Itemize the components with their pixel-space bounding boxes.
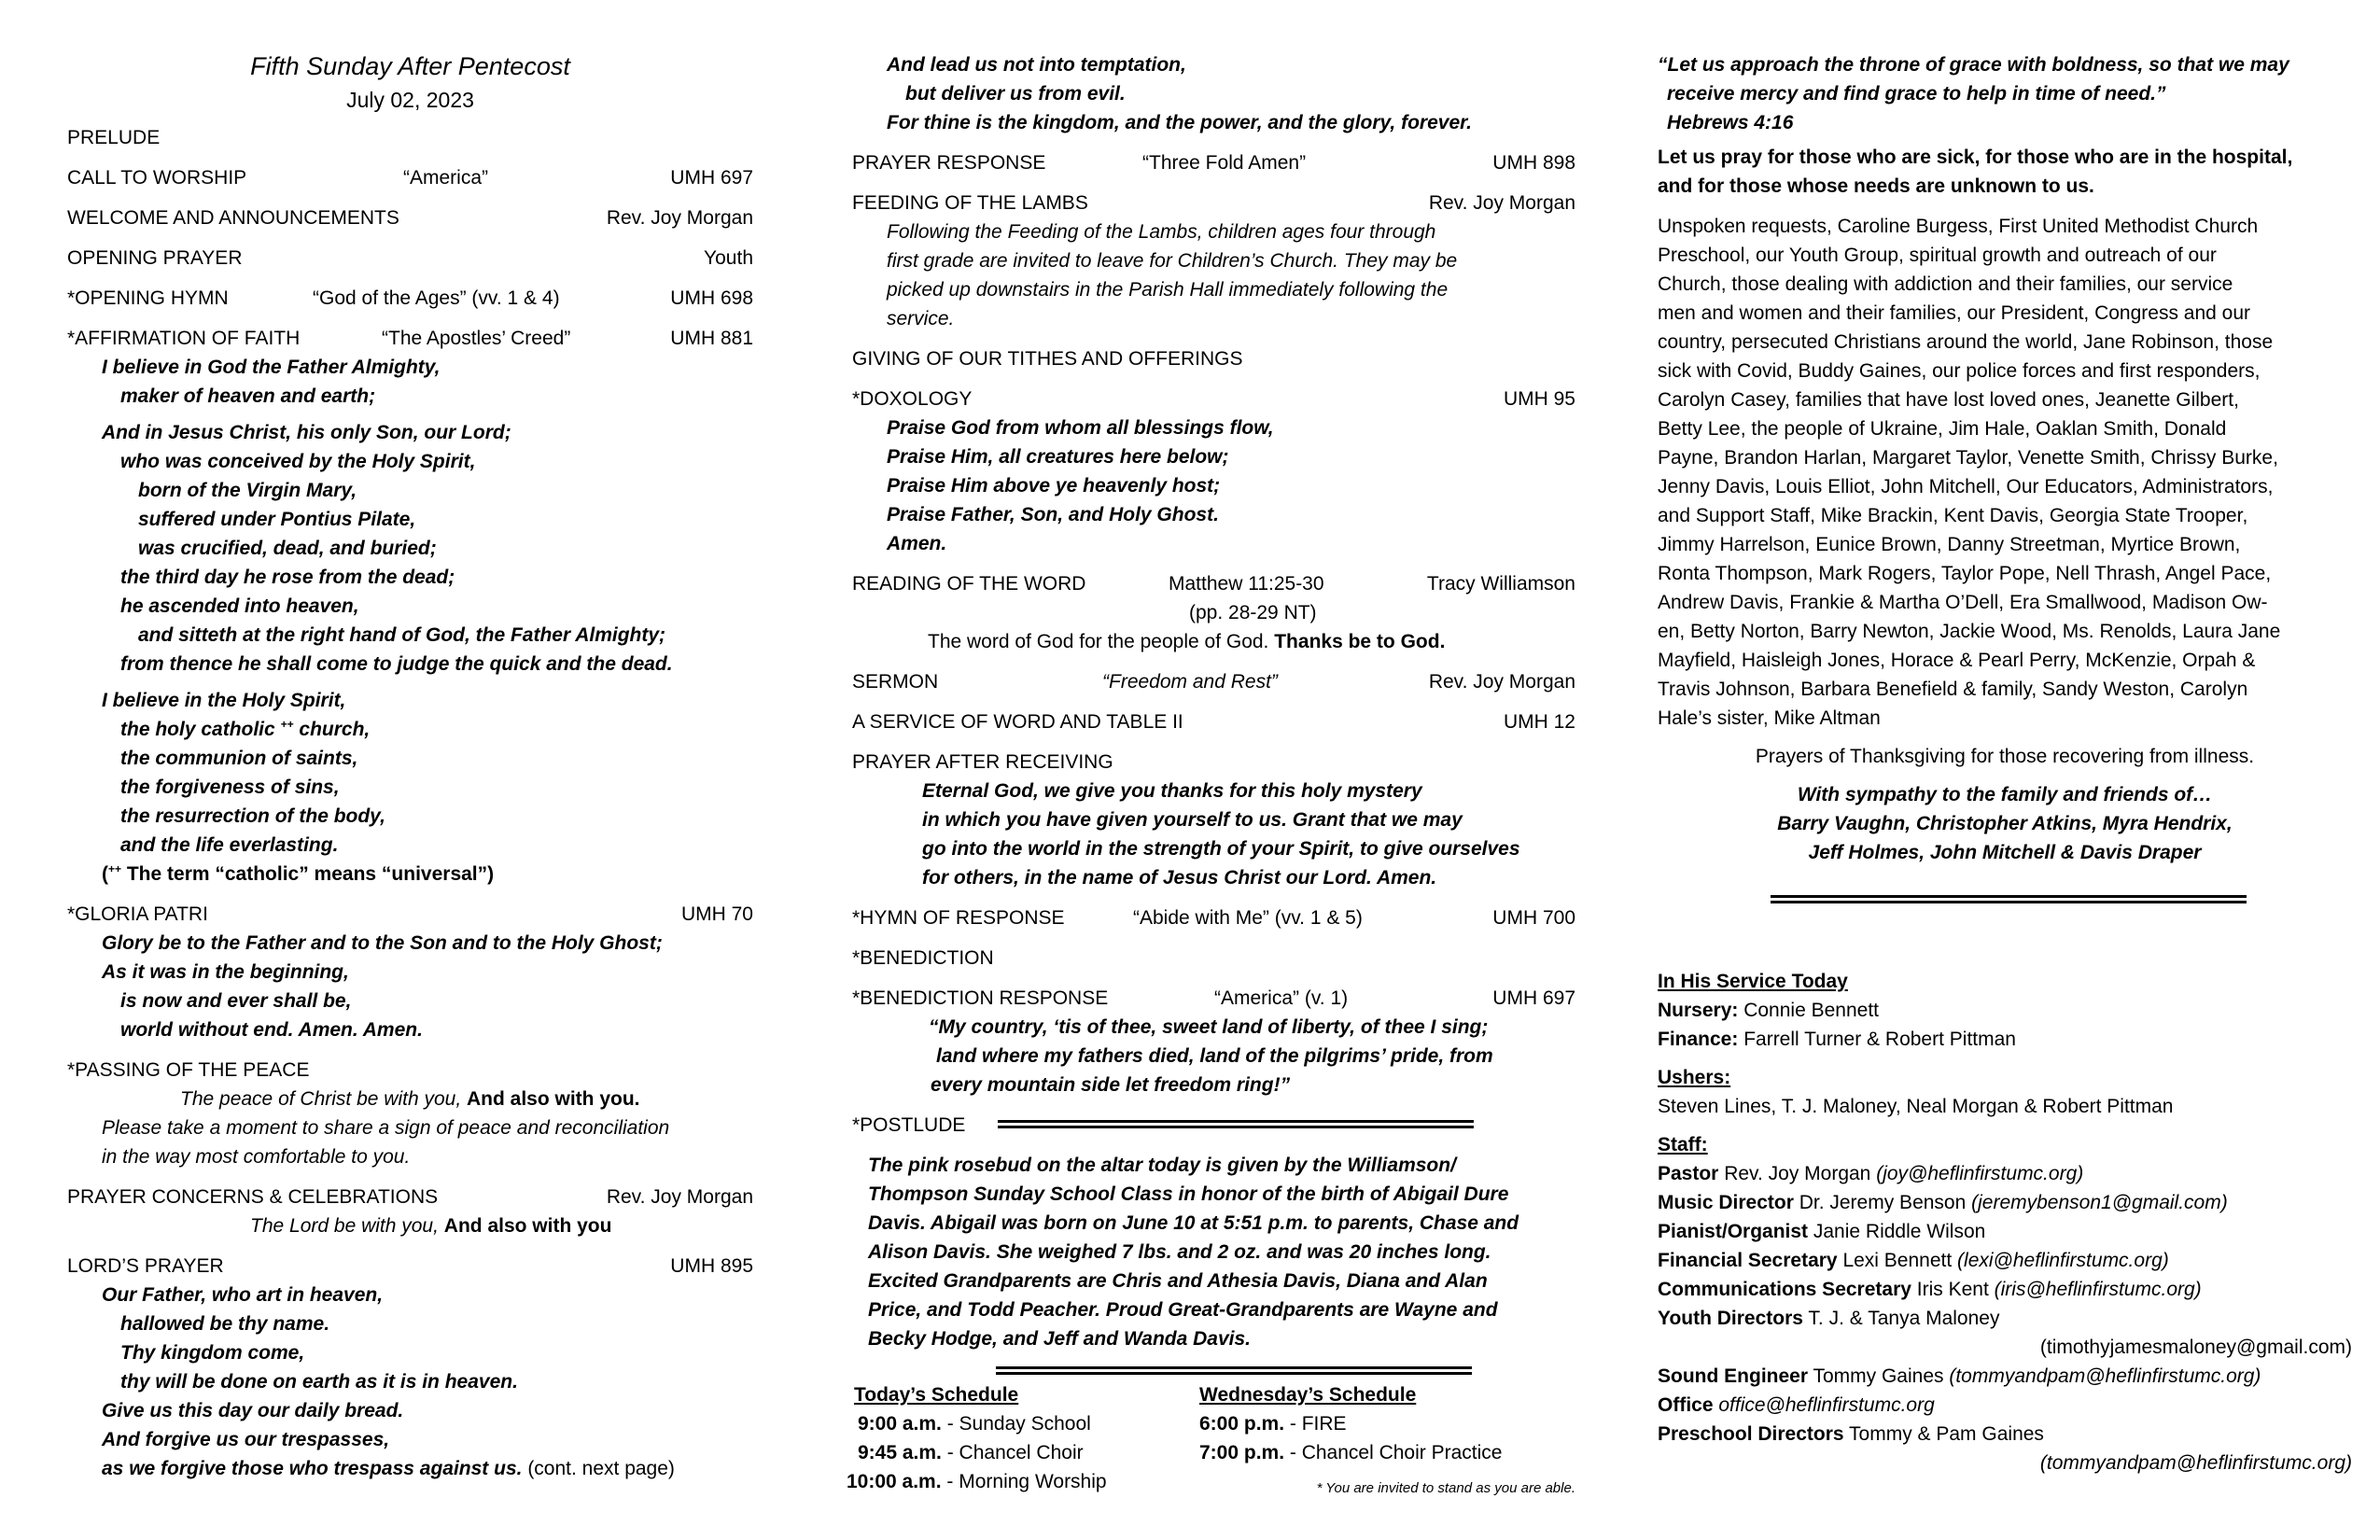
bulletin-column-3 — [1658, 50, 2352, 1477]
divider — [998, 1120, 1474, 1128]
divider — [1771, 895, 2247, 903]
sympathy-note: With sympathy to the family and friends of… Barry Vaughn, Christopher Atkins, Myra Hendrix, Jeff Holmes, John Mitchell & Davis Draper — [1777, 784, 2233, 863]
postlude-item: *POSTLUDE — [852, 1114, 966, 1136]
prayer-response-item: PRAYER RESPONSE “Three Fold Amen” UMH 898 — [852, 152, 1575, 174]
in-his-service: In His Service Today Nursery: Connie Bennett Finance: Farrell Turner & Robert Pittman Ushers: Steven Lines, T. J. Maloney, Neal Morgan & Robert Pittman Staff: Pastor Rev. Joy Morgan (joy@heflinfirstumc.org) Music Director Dr. Jeremy Benson (jeremybenson1@gmail.com) Pianist/Organist Janie Riddle Wilson Financial Secretary Lexi Bennett (lexi@heflinfirstumc.org) Communications Secretary Iris Kent (iris@heflinfirstumc.org) Youth Directors T. J. & Tanya Maloney (timothyjamesmaloney@gmail.com) Sound Engineer Tommy Gaines (tommyandpam@heflinfirstumc.org) Office office@heflinfirstumc.org Preschool Directors Tommy & Pam Gaines (tommyandpam@heflinfirstumc.org) — [1658, 967, 2352, 1477]
peace-response: The peace of Christ be with you, And also with you. — [180, 1088, 640, 1110]
staff-office: Office office@heflinfirstumc.org — [1658, 1394, 1935, 1416]
creed-stanza-2: And in Jesus Christ, his only Son, our Lord; who was conceived by the Holy Spirit, born of the Virgin Mary, suffered under Pontius Pilate, was crucified, dead, and buried; the third day he rose from the dead; he ascended into heaven, and sitteth at the right hand of God, the Father Almighty; from thence he shall come to judge the quick and the dead. — [102, 422, 673, 675]
word-and-table-item: A SERVICE OF WORD AND TABLE II UMH 12 — [852, 711, 1575, 733]
prelude-item: PRELUDE — [67, 127, 161, 148]
america-verse: “My country, ‘tis of thee, sweet land of liberty, of thee I sing; land where my fathers died, land of the pilgrims’ pride, from every mountain side let freedom ring!” — [929, 1016, 1493, 1096]
prayer-concerns-item: PRAYER CONCERNS & CELEBRATIONS Rev. Joy Morgan — [67, 1186, 753, 1208]
staff-preschool-directors: Preschool Directors Tommy & Pam Gaines — [1658, 1423, 2044, 1445]
service-title: Fifth Sunday After Pentecost — [250, 52, 570, 80]
creed-stanza-3: I believe in the Holy Spirit, the holy catholic ++ church, the communion of saints, the forgiveness of sins, the resurrection of the body, and the life everlasting. — [102, 690, 385, 856]
staff-pastor: Pastor Rev. Joy Morgan (joy@heflinfirstumc.org) — [1658, 1163, 2084, 1184]
call-to-worship-item: CALL TO WORSHIP “America” UMH 697 — [67, 167, 753, 189]
staff-youth-directors: Youth Directors T. J. & Tanya Maloney — [1658, 1308, 2000, 1329]
staff-music-director: Music Director Dr. Jeremy Benson (jeremybenson1@gmail.com) — [1658, 1192, 2228, 1213]
benediction-response-item: *BENEDICTION RESPONSE “America” (v. 1) UMH 697 — [852, 987, 1575, 1009]
today-schedule: Today’s Schedule 9:00 a.m. - Sunday School 9:45 a.m. - Chancel Choir 10:00 a.m. - Morning Worship — [847, 1384, 1107, 1492]
bulletin-column-2 — [847, 50, 1575, 1502]
passing-peace-item: *PASSING OF THE PEACE — [67, 1059, 310, 1081]
reading-pages: (pp. 28-29 NT) — [1189, 602, 1317, 623]
doxology-text: Praise God from whom all blessings flow, Praise Him, all creatures here below; Praise Him above ye heavenly host; Praise Father, Son, and Holy Ghost. Amen. — [887, 417, 1274, 554]
postlude-row — [852, 1111, 1575, 1140]
divider — [996, 1366, 1472, 1375]
wednesday-schedule: Wednesday’s Schedule 6:00 p.m. - FIRE 7:00 p.m. - Chancel Choir Practice — [1199, 1384, 1503, 1463]
creed-stanza-1: I believe in God the Father Almighty, maker of heaven and earth; — [102, 357, 441, 407]
schedules — [847, 1380, 1575, 1502]
doxology-item: *DOXOLOGY UMH 95 — [852, 388, 1575, 410]
lords-prayer-text: Our Father, who art in heaven, hallowed be thy name. Thy kingdom come, thy will be done on earth as it is in heaven. Give us this day our daily bread. And forgive us our trespasses, as we forgive those who trespass against us. (cont. next page) — [102, 1284, 675, 1479]
welcome-item: WELCOME AND ANNOUNCEMENTS Rev. Joy Morgan — [67, 207, 753, 229]
sermon-item: SERMON “Freedom and Rest” Rev. Joy Morgan — [852, 671, 1575, 693]
staff-sound-engineer: Sound Engineer Tommy Gaines (tommyandpam@heflinfirstumc.org) — [1658, 1365, 2261, 1387]
preschool-email: (tommyandpam@heflinfirstumc.org) — [2039, 1452, 2352, 1474]
word-response: The word of God for the people of God. Thanks be to God. — [928, 631, 1446, 652]
prayer-requests: Unspoken requests, Caroline Burgess, First United Methodist Church Preschool, our Youth Group, spiritual growth and outreach of our Church, those dealing with addiction and their families, our service men and women and their families, our President, Congress and our country, persecuted Christians around the world, Jane Robinson, those sick with Covid, Buddy Gaines, our police forces and first responders, Carolyn Casey, families that have lost loved ones, Jeanette Gilbert, Betty Lee, the people of Ukraine, Jim Hale, Oaklan Smith, Donald Payne, Brandon Harlan, Margaret Taylor, Venette Smith, Chrissy Burke, Jenny Davis, Louis Elliot, John Mitchell, Our Educators, Administrators, and Support Staff, Mike Brackin, Kent Davis, Georgia State Trooper, Jimmy Harrelson, Eunice Brown, Danny Streetman, Myrtice Brown, Ronta Thompson, Mark Rogers, Taylor Pope, Nell Thrash, Angel Pace, Andrew Davis, Frankie & Martha O’Dell, Era Smallwood, Madison Ow- en, Betty Norton, Barry Newton, Jackie Wood, Ms. Renolds, Laura Jane Mayfield, Haisleigh Jones, Horace & Pearl Perry, McKenzie, Orpah & Travis Johnson, Barbara Benefield & family, Sandy Weston, Carolyn Hale’s sister, Mike Altman — [1658, 216, 2281, 729]
service-date: July 02, 2023 — [346, 88, 474, 112]
staff-pianist: Pianist/Organist Janie Riddle Wilson — [1658, 1221, 1986, 1242]
opening-hymn-item: *OPENING HYMN “God of the Ages” (vv. 1 & 4) UMH 698 — [67, 287, 753, 309]
tithes-item: GIVING OF OUR TITHES AND OFFERINGS — [852, 348, 1243, 370]
prayer-intro: Let us pray for those who are sick, for those who are in the hospital, and for those whose needs are unknown to us. — [1658, 147, 2293, 197]
catholic-note: (++ The term “catholic” means “universal”) — [102, 862, 495, 885]
stand-note: * You are invited to stand as you are able. — [1316, 1480, 1575, 1496]
youth-email: (timothyjamesmaloney@gmail.com) — [2039, 1337, 2352, 1358]
rosebud-announcement: The pink rosebud on the altar today is given by the Williamson/ Thompson Sunday School Class in honor of the birth of Abigail Dure Davis. Abigail was born on June 10 at 5:51 p.m. to parents, Chase and Alison Davis. She weighed 7 lbs. and 2 oz. and was 20 inches long. Excited Grandparents are Chris and Athesia Davis, Diana and Alan Price, and Todd Peacher. Proud Great-Grandparents are Wayne and Becky Hodge, and Jeff and Wanda Davis. — [868, 1155, 1519, 1350]
gloria-text: Glory be to the Father and to the Son and to the Holy Ghost; As it was in the beginning, is now and ever shall be, world without end. Amen. Amen. — [102, 932, 663, 1041]
lords-prayer-continued: And lead us not into temptation, but deliver us from evil. For thine is the kingdom, and the power, and the glory, forever. — [887, 54, 1472, 133]
bulletin-column-1 — [67, 49, 753, 1483]
staff-communications-secretary: Communications Secretary Iris Kent (iris@heflinfirstumc.org) — [1658, 1279, 2202, 1300]
opening-prayer-item: OPENING PRAYER Youth — [67, 247, 753, 269]
prayer-after-receiving-item: PRAYER AFTER RECEIVING — [852, 751, 1113, 773]
thanksgiving-prayers: Prayers of Thanksgiving for those recovering from illness. — [1755, 746, 2255, 767]
affirmation-item: *AFFIRMATION OF FAITH “The Apostles’ Creed” UMH 881 — [67, 328, 753, 349]
prayer-after-receiving-text: Eternal God, we give you thanks for this holy mystery in which you have given yourself to us. Grant that we may go into the world in the strength of your Spirit, to give ourselves for others, in the name of Jesus Christ our Lord. Amen. — [922, 780, 1520, 889]
concerns-response: The Lord be with you, And also with you — [250, 1215, 612, 1237]
hebrews-quote: “Let us approach the throne of grace with boldness, so that we may receive mercy and find grace to help in time of need.” Hebrews 4:16 — [1658, 54, 2289, 133]
feeding-instructions: Following the Feeding of the Lambs, children ages four through first grade are invited to leave for Children’s Church. They may be picked up downstairs in the Parish Hall immediately following the service. — [887, 221, 1458, 329]
reading-item: READING OF THE WORD Matthew 11:25-30 Tracy Williamson — [852, 573, 1575, 595]
peace-instructions: Please take a moment to share a sign of peace and reconciliation in the way most comfortable to you. — [102, 1117, 670, 1168]
benediction-item: *BENEDICTION — [852, 947, 994, 969]
hymn-of-response-item: *HYMN OF RESPONSE “Abide with Me” (vv. 1 & 5) UMH 700 — [852, 907, 1575, 929]
gloria-patri-item: *GLORIA PATRI UMH 70 — [67, 903, 753, 925]
lords-prayer-item: LORD’S PRAYER UMH 895 — [67, 1255, 753, 1277]
staff-financial-secretary: Financial Secretary Lexi Bennett (lexi@heflinfirstumc.org) — [1658, 1250, 2169, 1271]
feeding-lambs-item: FEEDING OF THE LAMBS Rev. Joy Morgan — [852, 192, 1575, 214]
